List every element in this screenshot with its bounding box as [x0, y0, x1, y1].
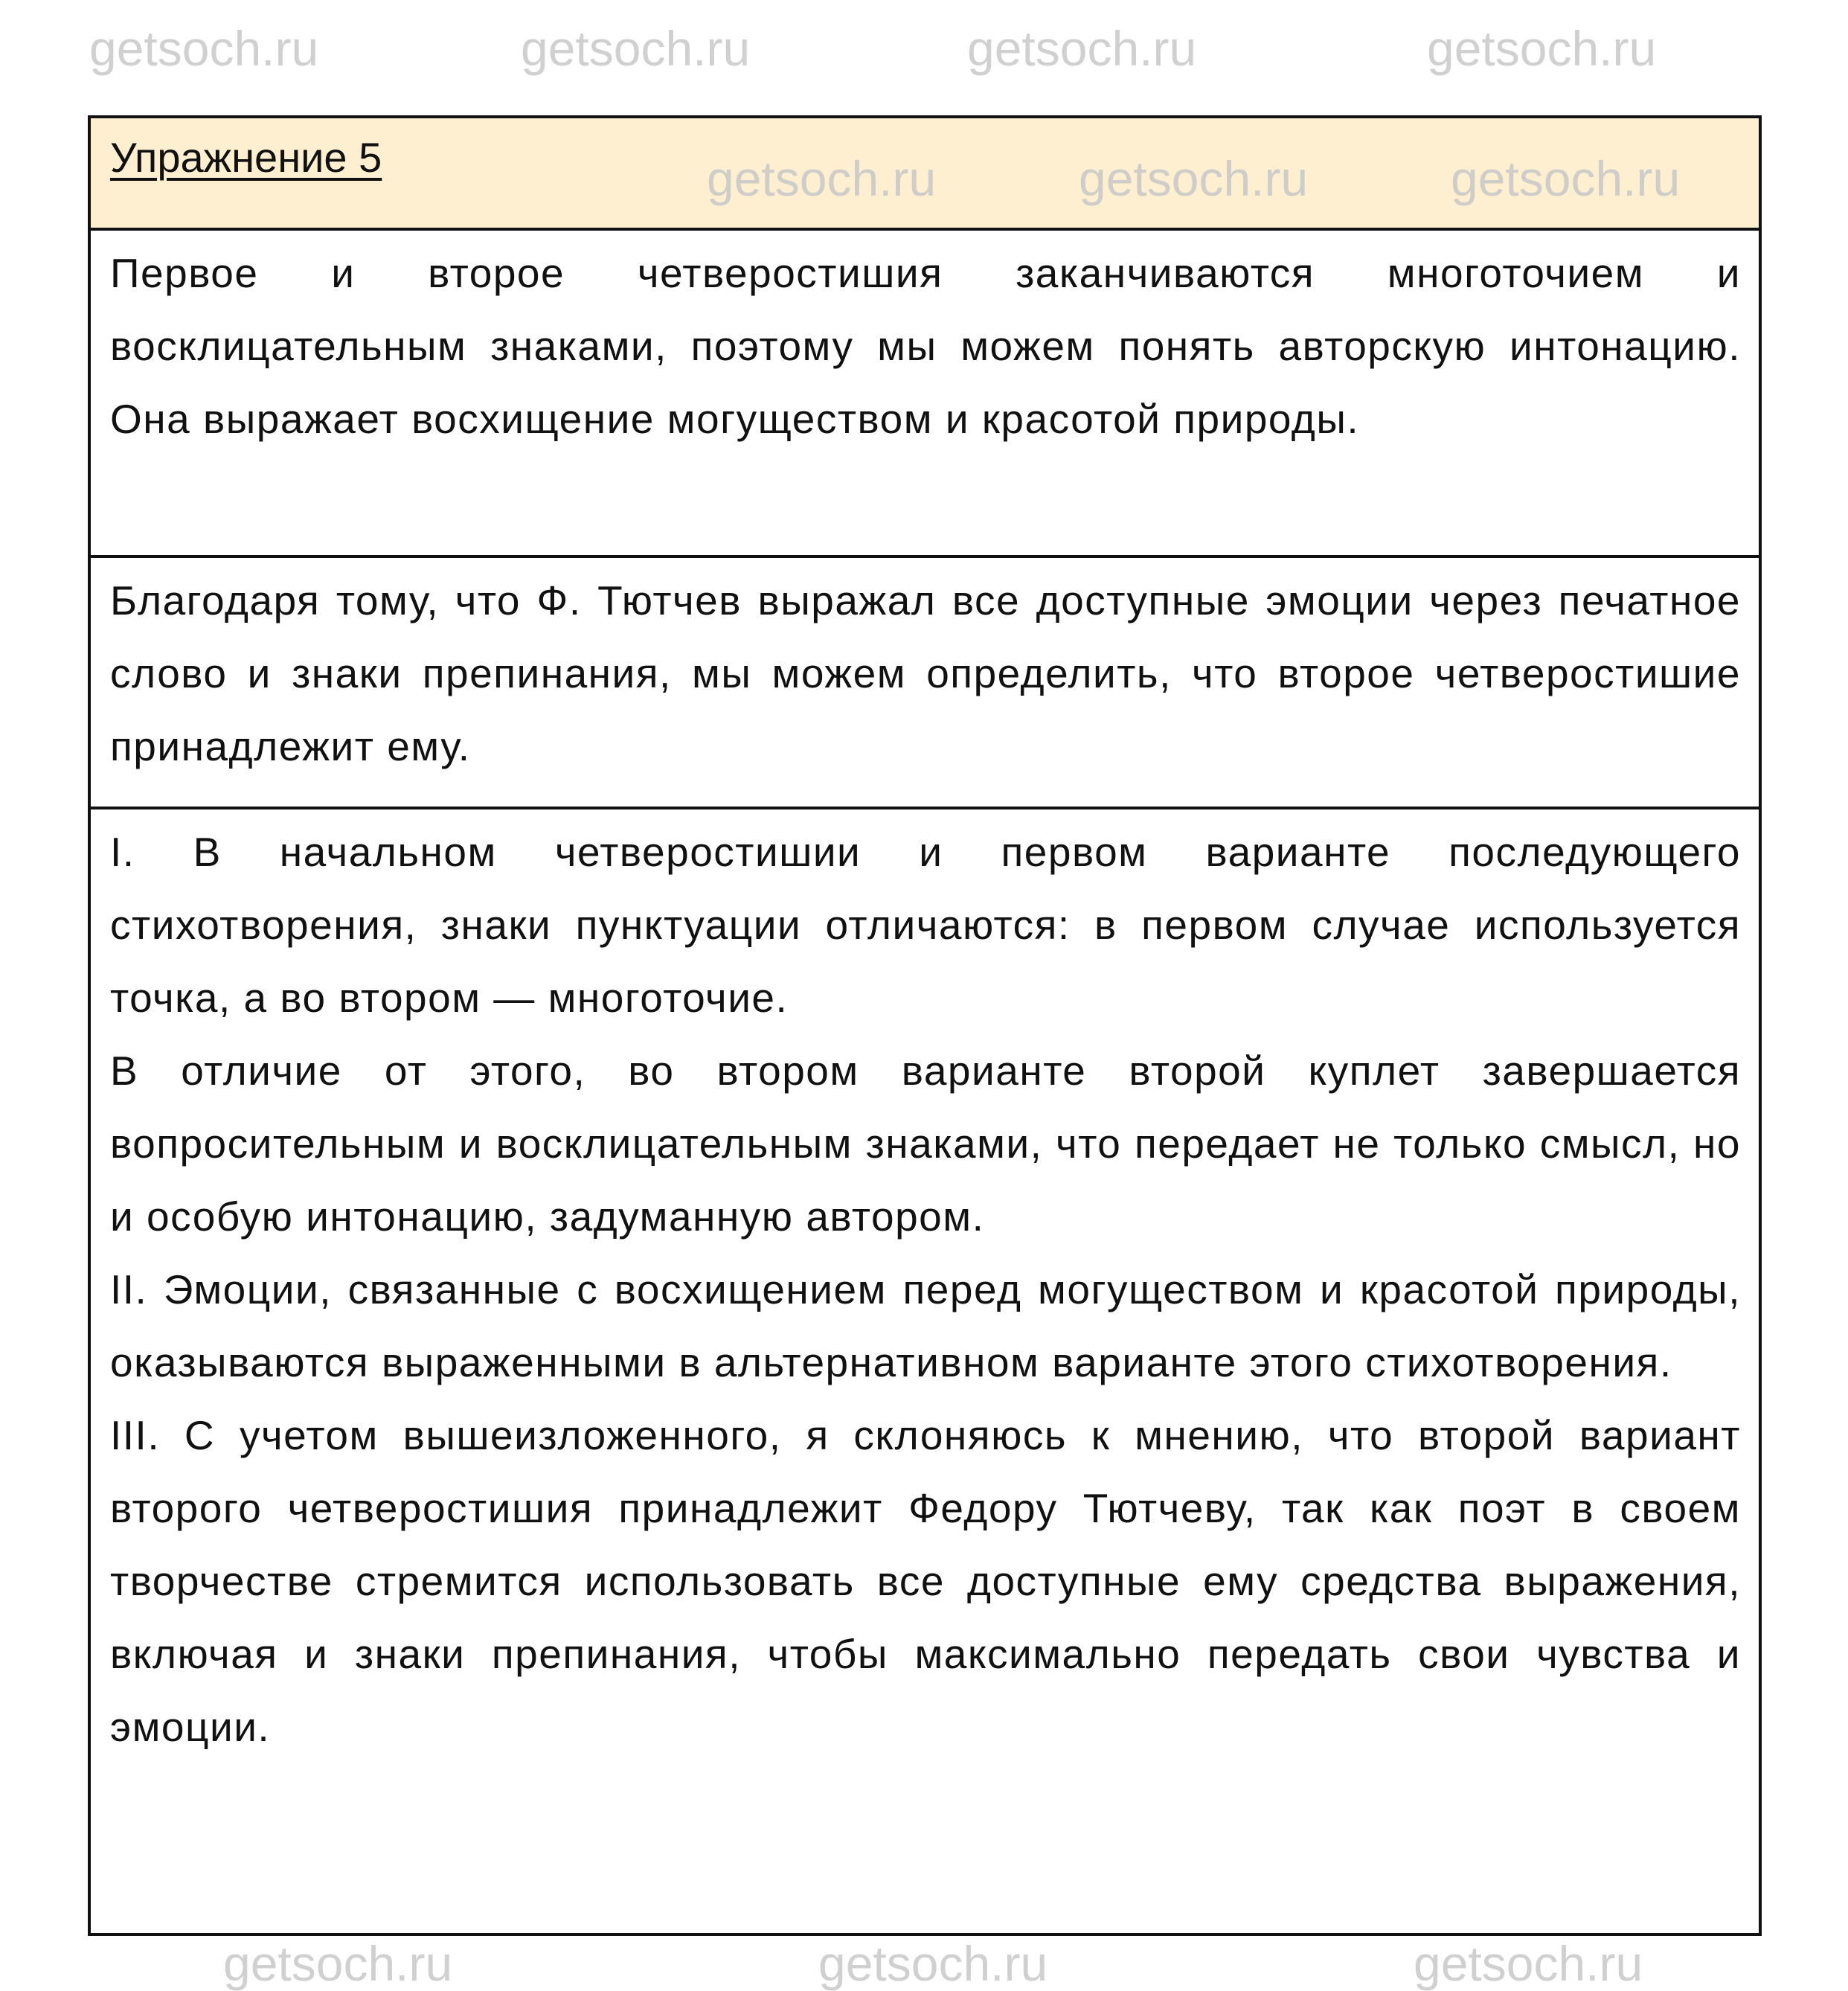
watermark: getsoch.ru — [89, 21, 319, 76]
exercise-title: Упражнение 5 — [110, 134, 382, 181]
answer-row-2 — [91, 555, 1759, 807]
watermark: getsoch.ru — [818, 1936, 1048, 1991]
answer-row-1 — [91, 228, 1759, 555]
answer-paragraph: В отличие от этого, во втором варианте второй куплет завершается вопросительным и восклицательным знаками, что передает не только смысл, но и особую интонацию, задуманную автором. — [110, 1048, 1741, 1240]
answer-paragraph: III. С учетом вышеизложенного, я склоняюсь к мнению, что второй вариант второго четверостишия принадлежит Федору Тютчеву, так как поэт в своем творчестве стремится использовать все доступные ему средства выражения, включая и знаки препинания, чтобы максимально передать свои чувства и эмоции. — [110, 1412, 1741, 1750]
watermark: getsoch.ru — [1079, 151, 1309, 206]
answer-paragraph: Благодаря тому, что Ф. Тютчев выражал все доступные эмоции через печатное слово и знаки препинания, мы можем определить, что второе четверостишие принадлежит ему. — [110, 577, 1741, 769]
exercise-table — [88, 115, 1762, 1936]
watermark: getsoch.ru — [1427, 21, 1657, 76]
answer-paragraph: II. Эмоции, связанные с восхищением перед могуществом и красотой природы, оказываются выраженными в альтернативном варианте этого стихотворения. — [110, 1266, 1741, 1385]
answer-row-3 — [91, 807, 1759, 1933]
watermark: getsoch.ru — [967, 21, 1197, 76]
answer-paragraph: Первое и второе четверостишия заканчиваются многоточием и восклицательным знаками, поэтому мы можем понять авторскую интонацию. Она выражает восхищение могуществом и красотой природы. — [110, 250, 1741, 442]
watermark: getsoch.ru — [1414, 1936, 1643, 1991]
watermark: getsoch.ru — [223, 1936, 453, 1991]
exercise-header — [91, 118, 1759, 228]
answer-paragraph: I. В начальном четверостишии и первом варианте последующего стихотворения, знаки пунктуации отличаются: в первом случае используется точка, а во втором — многоточие. — [110, 829, 1741, 1021]
watermark: getsoch.ru — [521, 21, 751, 76]
watermark: getsoch.ru — [1451, 151, 1681, 206]
watermark: getsoch.ru — [707, 151, 937, 206]
